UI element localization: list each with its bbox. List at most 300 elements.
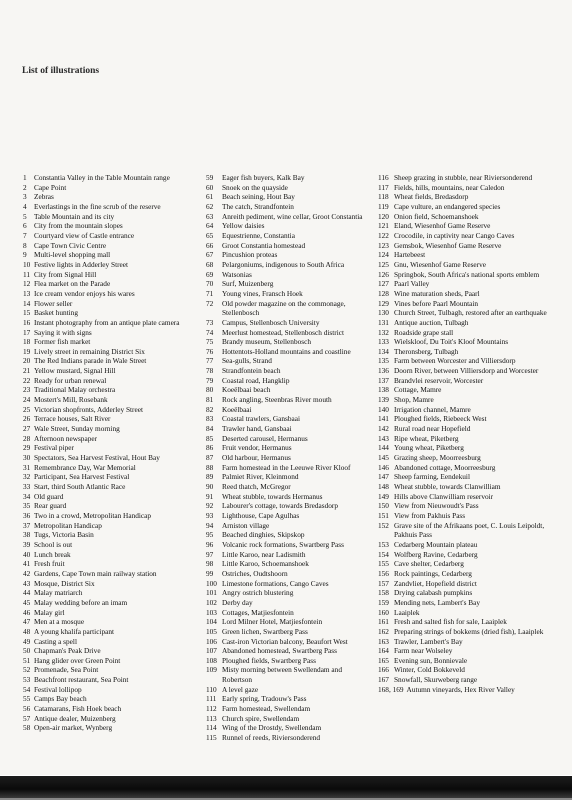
- list-item: [378, 250, 558, 260]
- list-item: [378, 337, 558, 347]
- illustration-number: 132: [378, 327, 389, 337]
- list-item: [206, 511, 372, 521]
- list-item: [206, 231, 372, 241]
- list-item: [378, 501, 558, 511]
- illustration-caption: Lighthouse, Cape Agulhas: [222, 510, 300, 520]
- illustration-number: 114: [206, 723, 217, 733]
- list-item: [23, 501, 201, 511]
- illustration-number: 27: [23, 424, 31, 434]
- list-item: [378, 328, 558, 338]
- illustration-caption: Old guard: [34, 491, 64, 501]
- illustration-caption: Derby day: [222, 597, 253, 607]
- illustration-number: 129: [378, 298, 389, 308]
- illustration-caption: Ostriches, Oudtshoorn: [222, 568, 288, 578]
- illustration-number: 102: [206, 597, 217, 607]
- illustration-number: 151: [378, 510, 389, 520]
- list-item: [378, 308, 558, 318]
- illustration-caption: Lord Milner Hotel, Matjiesfontein: [222, 617, 323, 627]
- list-item: [23, 289, 201, 299]
- illustration-caption: Church spire, Swellendam: [222, 713, 300, 723]
- illustration-number: 26: [23, 414, 31, 424]
- illustration-number: 138: [378, 385, 389, 395]
- list-item: [206, 723, 372, 733]
- illustration-caption: Eland, Wiesenhof Game Reserve: [394, 221, 491, 231]
- illustration-caption: Roadside grape stall: [394, 327, 454, 337]
- illustration-caption: Sea-gulls, Strand: [222, 356, 272, 366]
- list-item: [206, 443, 372, 453]
- illustration-number: 124: [378, 250, 389, 260]
- illustration-number: 37: [23, 520, 31, 530]
- illustration-caption: Trawler hand, Gansbaai: [222, 424, 292, 434]
- list-item: [23, 588, 201, 598]
- illustration-caption: Meerlust homestead, Stellenbosch district: [222, 327, 344, 337]
- list-item: [378, 192, 558, 202]
- illustration-caption: Watsonias: [222, 269, 252, 279]
- illustration-number: 103: [206, 607, 217, 617]
- illustration-caption: Snowfall, Skurweberg range: [394, 675, 478, 685]
- list-item: [206, 260, 372, 270]
- list-item: [23, 241, 201, 251]
- illustration-caption: Old harbour, Hermanus: [222, 453, 291, 463]
- illustration-caption: Festive lights in Adderley Street: [34, 259, 129, 269]
- list-item: [378, 540, 558, 550]
- illustration-number: 3: [23, 192, 27, 202]
- list-item: [206, 318, 372, 328]
- illustration-caption: Coastal road, Hangklip: [222, 375, 290, 385]
- illustration-caption: Brandvlei reservoir, Worcester: [394, 375, 484, 385]
- illustration-caption: Hottentots-Holland mountains and coastline: [222, 346, 351, 356]
- illustration-caption: Courtyard view of Castle entrance: [34, 230, 135, 240]
- illustration-caption: Groot Constantia homestead: [222, 240, 306, 250]
- list-item: [23, 405, 201, 415]
- list-item: [23, 434, 201, 444]
- illustration-caption: Instant photography from an antique plate camera: [34, 317, 180, 327]
- list-item: [206, 337, 372, 347]
- list-item: [23, 385, 201, 395]
- list-item: [206, 376, 372, 386]
- illustration-caption: Cast-iron Victorian balcony, Beaufort West: [222, 636, 348, 646]
- illustration-number: 2: [23, 182, 27, 192]
- illustration-number: 106: [206, 636, 217, 646]
- illustration-number: 156: [378, 568, 389, 578]
- illustration-number: 105: [206, 626, 217, 636]
- list-item: [206, 347, 372, 357]
- illustration-number: 97: [206, 549, 214, 559]
- illustration-number: 33: [23, 482, 31, 491]
- illustration-caption: Surf, Muizenberg: [222, 279, 274, 289]
- illustration-caption: Campus, Stellenbosch University: [222, 317, 320, 327]
- list-item: [378, 521, 558, 540]
- list-item: [23, 279, 201, 289]
- illustration-number: 41: [23, 559, 31, 569]
- list-item: [23, 250, 201, 260]
- illustration-number: 115: [206, 733, 217, 743]
- illustration-number: 80: [206, 385, 214, 395]
- list-item: [23, 665, 201, 675]
- list-item: [378, 289, 558, 299]
- illustration-caption: Promenade, Sea Point: [34, 665, 99, 675]
- illustration-caption: Casting a spell: [34, 636, 77, 646]
- illustration-caption: Traditional Malay orchestra: [34, 385, 116, 395]
- illustration-caption: Wing of the Drostdy, Swellendam: [222, 723, 322, 733]
- list-item: [206, 192, 372, 202]
- illustration-caption: Former fish market: [34, 337, 91, 347]
- illustration-number: 20: [23, 356, 31, 366]
- list-item: [378, 376, 558, 386]
- scan-edge-shadow: [0, 776, 572, 800]
- list-item: [378, 241, 558, 251]
- list-item: [23, 637, 201, 647]
- illustration-number: 47: [23, 617, 31, 627]
- illustration-number: 98: [206, 559, 214, 569]
- list-item: [378, 627, 558, 637]
- illustration-caption: Wheat stubble, towards Clanwilliam: [394, 482, 501, 491]
- illustration-number: 92: [206, 501, 214, 511]
- illustration-caption: Eager fish buyers, Kalk Bay: [222, 173, 305, 182]
- illustration-caption: Saying it with signs: [34, 327, 92, 337]
- list-item: [23, 308, 201, 318]
- list-item: [23, 617, 201, 627]
- page-title: List of illustrations: [22, 66, 100, 76]
- list-item: [23, 366, 201, 376]
- illustration-number: 30: [23, 453, 31, 463]
- illustrations-column-1: [23, 173, 201, 733]
- illustration-number: 155: [378, 559, 389, 569]
- illustration-number: 28: [23, 433, 31, 443]
- illustration-caption: Cedarberg Mountain plateau: [394, 539, 478, 549]
- list-item: [378, 395, 558, 405]
- illustration-number: 24: [23, 395, 31, 405]
- illustration-caption: Winter, Cold Bokkeveld: [394, 665, 465, 675]
- illustration-caption: Ploughed fields, Swartberg Pass: [222, 655, 316, 665]
- illustration-number: 104: [206, 617, 217, 627]
- illustration-number: 35: [23, 501, 31, 511]
- illustration-caption: A level gaze: [222, 684, 259, 694]
- list-item: [378, 453, 558, 463]
- illustration-caption: Lively street in remaining District Six: [34, 346, 145, 356]
- illustration-caption: View from Pakhuis Pass: [394, 510, 466, 520]
- illustration-number: 77: [206, 356, 214, 366]
- illustration-caption: Angry ostrich blustering: [222, 588, 294, 598]
- list-item: [378, 656, 558, 666]
- list-item: [206, 540, 372, 550]
- illustration-caption: Yellow daisies: [222, 221, 265, 231]
- illustration-caption: Wielskloof, Du Toit's Kloof Mountains: [394, 337, 509, 347]
- list-item: [206, 646, 372, 656]
- list-item: [206, 356, 372, 366]
- illustration-caption: Men at a mosque: [34, 617, 85, 627]
- illustration-caption: Doorn River, between Villiersdorp and Worcester: [394, 366, 539, 376]
- list-item: [206, 289, 372, 299]
- illustration-number: 120: [378, 211, 389, 221]
- list-item: [23, 318, 201, 328]
- illustration-number: 164: [378, 646, 389, 656]
- illustration-number: 91: [206, 491, 214, 501]
- list-item: [378, 588, 558, 598]
- list-item: [378, 637, 558, 647]
- list-item: [23, 453, 201, 463]
- illustration-number: 112: [206, 704, 217, 714]
- illustration-caption: Ploughed fields, Riebeeck West: [394, 414, 487, 424]
- list-item: [206, 221, 372, 231]
- illustration-caption: Pelargoniums, indigenous to South Africa: [222, 259, 345, 269]
- illustration-caption: Tugs, Victoria Basin: [34, 530, 94, 540]
- list-item: [378, 598, 558, 608]
- illustration-caption: Open-air market, Wynberg: [34, 723, 113, 733]
- illustration-caption: Laaiplek: [394, 607, 420, 617]
- illustration-number: 158: [378, 588, 389, 598]
- illustration-caption: Beached dinghies, Skipskop: [222, 530, 305, 540]
- illustration-number: 5: [23, 211, 27, 221]
- illustration-number: 133: [378, 337, 389, 347]
- illustration-number: 150: [378, 501, 389, 511]
- illustration-caption: Grave site of the Afrikaans poet, C. Louis Leipoldt, Pakhuis Pass: [394, 520, 545, 540]
- list-item: [206, 530, 372, 540]
- illustration-number: 149: [378, 491, 389, 501]
- list-item: [23, 337, 201, 347]
- illustration-caption: Koeëlbaai beach: [222, 385, 271, 395]
- illustration-caption: Antique auction, Tulbagh: [394, 317, 469, 327]
- list-item: [206, 405, 372, 415]
- list-item: [206, 212, 372, 222]
- list-item: [23, 472, 201, 482]
- illustration-number: 110: [206, 684, 217, 694]
- list-item: [206, 202, 372, 212]
- illustration-number: 10: [23, 259, 31, 269]
- illustration-number: 43: [23, 578, 31, 588]
- list-item: [23, 376, 201, 386]
- list-item: [23, 569, 201, 579]
- illustration-number: 89: [206, 472, 214, 482]
- illustration-number: 48: [23, 626, 31, 636]
- illustration-number: 166: [378, 665, 389, 675]
- list-item: [23, 540, 201, 550]
- list-item: [378, 221, 558, 231]
- illustration-number: 60: [206, 182, 214, 192]
- illustration-number: 130: [378, 308, 389, 318]
- illustration-caption: Early spring, Tradouw's Pass: [222, 694, 307, 704]
- list-item: [206, 608, 372, 618]
- illustration-caption: Abandoned homestead, Swartberg Pass: [222, 646, 337, 656]
- illustration-caption: City from the mountain slopes: [34, 221, 123, 231]
- illustration-number: 168, 169: [378, 684, 404, 694]
- list-item: [206, 453, 372, 463]
- illustration-caption: Young vines, Fransch Hoek: [222, 288, 303, 298]
- illustration-caption: Preparing strings of bokkems (dried fish), Laaiplek: [394, 626, 544, 636]
- illustration-number: 163: [378, 636, 389, 646]
- illustration-number: 68: [206, 259, 214, 269]
- illustration-number: 79: [206, 375, 214, 385]
- illustration-number: 25: [23, 404, 31, 414]
- illustration-caption: Farm homestead in the Leeuwe River Kloof: [222, 462, 351, 472]
- list-item: [23, 202, 201, 212]
- illustration-number: 76: [206, 346, 214, 356]
- illustration-number: 42: [23, 568, 31, 578]
- illustration-number: 145: [378, 453, 389, 463]
- list-item: [378, 366, 558, 376]
- illustration-number: 12: [23, 279, 31, 289]
- illustration-number: 78: [206, 366, 214, 376]
- illustration-number: 99: [206, 568, 214, 578]
- illustration-caption: Table Mountain and its city: [34, 211, 115, 221]
- illustration-number: 121: [378, 221, 389, 231]
- illustration-caption: Hills above Clanwilliam reservoir: [394, 491, 494, 501]
- illustration-number: 75: [206, 337, 214, 347]
- list-item: [378, 356, 558, 366]
- illustration-number: 7: [23, 230, 27, 240]
- illustration-caption: Crocodile, in captivity near Cango Caves: [394, 230, 515, 240]
- list-item: [23, 395, 201, 405]
- illustration-caption: Ripe wheat, Piketberg: [394, 433, 459, 443]
- illustration-number: 81: [206, 395, 214, 405]
- illustration-caption: Young wheat, Piketberg: [394, 443, 464, 453]
- illustration-caption: Catamarans, Fish Hoek beach: [34, 704, 122, 714]
- list-item: [378, 231, 558, 241]
- illustration-number: 19: [23, 346, 31, 356]
- list-item: [23, 173, 201, 183]
- illustration-number: 153: [378, 539, 389, 549]
- list-item: [206, 395, 372, 405]
- list-item: [23, 550, 201, 560]
- illustration-caption: Gemsbok, Wiesenhof Game Reserve: [394, 240, 502, 250]
- illustration-number: 87: [206, 453, 214, 463]
- list-item: [206, 617, 372, 627]
- list-item: [206, 434, 372, 444]
- list-item: [23, 704, 201, 714]
- illustration-number: 55: [23, 694, 31, 704]
- illustration-number: 32: [23, 472, 31, 482]
- illustration-caption: Old powder magazine on the commonage, Stellenbosch: [222, 298, 346, 318]
- list-item: [23, 356, 201, 366]
- illustration-caption: Rural road near Hopefield: [394, 424, 471, 434]
- list-item: [378, 665, 558, 675]
- list-item: [23, 492, 201, 502]
- illustration-number: 65: [206, 230, 214, 240]
- list-item: [206, 665, 372, 684]
- list-item: [23, 675, 201, 685]
- list-item: [378, 173, 558, 183]
- illustration-caption: Cape Town Civic Centre: [34, 240, 107, 250]
- illustration-caption: Autumn vineyards, Hex River Valley: [406, 684, 515, 694]
- illustration-number: 88: [206, 462, 214, 472]
- illustration-caption: Ready for urban renewal: [34, 375, 107, 385]
- list-item: [23, 183, 201, 193]
- illustration-number: 23: [23, 385, 31, 395]
- list-item: [206, 733, 372, 743]
- list-item: [23, 231, 201, 241]
- list-item: [23, 685, 201, 695]
- list-item: [206, 569, 372, 579]
- illustration-caption: Beachfront restaurant, Sea Point: [34, 675, 129, 685]
- list-item: [23, 347, 201, 357]
- illustration-number: 143: [378, 433, 389, 443]
- illustration-number: 1: [23, 173, 27, 182]
- illustration-number: 66: [206, 240, 214, 250]
- list-item: [23, 646, 201, 656]
- list-item: [23, 221, 201, 231]
- illustration-number: 58: [23, 723, 31, 733]
- illustration-caption: Fruit vendor, Hermanus: [222, 443, 292, 453]
- illustration-number: 31: [23, 462, 31, 472]
- illustration-number: 13: [23, 288, 31, 298]
- illustration-number: 136: [378, 366, 389, 376]
- illustration-number: 64: [206, 221, 214, 231]
- illustration-caption: Onion field, Schoemanshoek: [394, 211, 479, 221]
- illustration-caption: Flea market on the Parade: [34, 279, 111, 289]
- list-item: [206, 463, 372, 473]
- illustrations-column-2: [206, 173, 372, 743]
- illustration-caption: Multi-level shopping mall: [34, 250, 111, 260]
- illustration-caption: The Red Indians parade in Wale Street: [34, 356, 147, 366]
- list-item: [23, 656, 201, 666]
- illustration-caption: A young khalifa participant: [34, 626, 115, 636]
- illustration-number: 165: [378, 655, 389, 665]
- illustration-caption: Farm near Wolseley: [394, 646, 453, 656]
- illustration-caption: Anreith pediment, wine cellar, Groot Constantia: [222, 211, 363, 221]
- illustration-number: 71: [206, 288, 214, 298]
- list-item: [23, 463, 201, 473]
- illustration-number: 8: [23, 240, 27, 250]
- illustration-number: 57: [23, 713, 31, 723]
- illustration-caption: Cottage, Mamre: [394, 385, 442, 395]
- illustration-caption: Victorian shopfronts, Adderley Street: [34, 404, 143, 414]
- list-item: [206, 241, 372, 251]
- list-item: [378, 318, 558, 328]
- illustration-number: 85: [206, 433, 214, 443]
- illustration-number: 127: [378, 279, 389, 289]
- illustration-caption: Gnu, Wiesenhof Game Reserve: [394, 259, 486, 269]
- illustration-number: 29: [23, 443, 31, 453]
- list-item: [23, 694, 201, 704]
- illustration-number: 82: [206, 404, 214, 414]
- list-item: [378, 511, 558, 521]
- list-item: [23, 714, 201, 724]
- illustration-number: 128: [378, 288, 389, 298]
- illustration-caption: Mosque, District Six: [34, 578, 95, 588]
- illustration-caption: Constantia Valley in the Table Mountain range: [34, 173, 170, 182]
- illustration-caption: Shop, Mamre: [394, 395, 434, 405]
- illustration-number: 44: [23, 588, 31, 598]
- illustration-number: 142: [378, 424, 389, 434]
- illustration-number: 134: [378, 346, 389, 356]
- illustration-number: 62: [206, 201, 214, 211]
- list-item: [378, 260, 558, 270]
- illustration-caption: Festival piper: [34, 443, 74, 453]
- illustration-caption: Mending nets, Lambert's Bay: [394, 597, 481, 607]
- illustration-number: 74: [206, 327, 214, 337]
- illustration-number: 140: [378, 404, 389, 414]
- illustration-caption: Camps Bay beach: [34, 694, 87, 704]
- illustration-caption: Strandfontein beach: [222, 366, 281, 376]
- list-item: [206, 656, 372, 666]
- illustration-number: 159: [378, 597, 389, 607]
- illustration-number: 18: [23, 337, 31, 347]
- list-item: [206, 270, 372, 280]
- illustration-caption: Wolfberg Ravine, Cedarberg: [394, 549, 478, 559]
- list-item: [206, 183, 372, 193]
- list-item: [23, 299, 201, 309]
- list-item: [206, 550, 372, 560]
- illustration-number: 59: [206, 173, 214, 182]
- list-item: [23, 598, 201, 608]
- illustration-caption: The catch, Strandfontein: [222, 201, 294, 211]
- illustration-caption: Beach seining, Hout Bay: [222, 192, 295, 202]
- illustration-number: 107: [206, 646, 217, 656]
- list-item: [206, 250, 372, 260]
- illustration-caption: Irrigation channel, Mamre: [394, 404, 471, 414]
- illustration-number: 137: [378, 375, 389, 385]
- illustration-caption: Grazing sheep, Moorreesburg: [394, 453, 481, 463]
